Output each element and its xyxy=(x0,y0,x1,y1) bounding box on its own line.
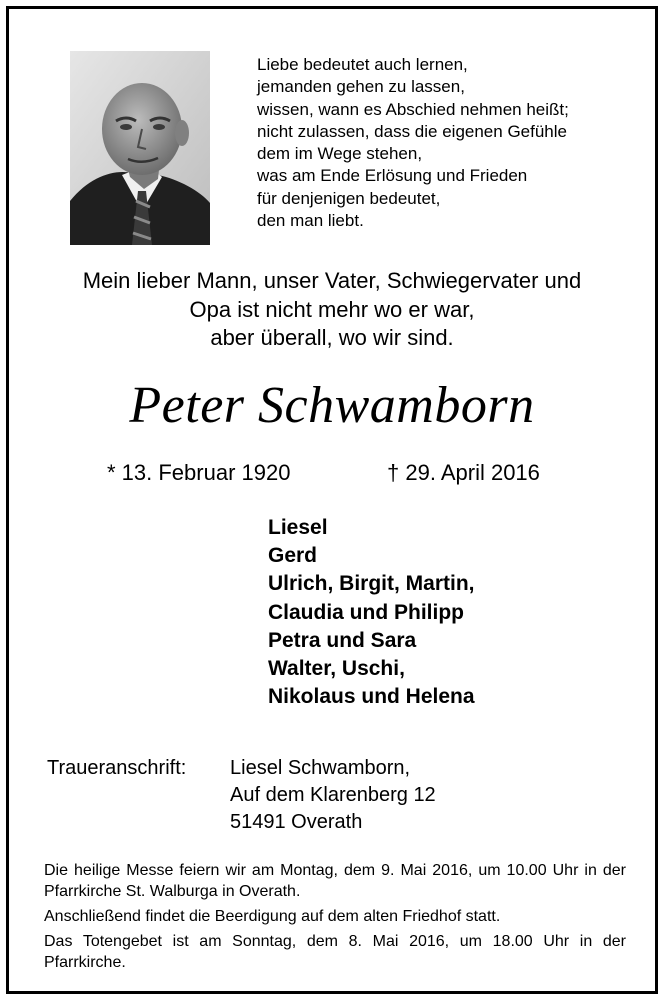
notice-paragraph: Anschließend findet die Beerdigung auf dem alten Friedhof statt. xyxy=(44,908,501,925)
portrait-photo xyxy=(70,51,210,245)
poem-line: den man liebt. xyxy=(257,211,364,231)
poem-line: wissen, wann es Abschied nehmen heißt; xyxy=(257,99,569,119)
mourning-address xyxy=(230,755,436,836)
deceased-name: Peter Schwamborn xyxy=(129,377,535,434)
intro-line: Opa ist nicht mehr wo er war, xyxy=(189,296,475,322)
poem-line: Liebe bedeutet auch lernen, xyxy=(257,55,468,74)
poem-line: für denjenigen bedeutet, xyxy=(257,188,441,208)
notice-paragraph: Das Totengebet ist am Sonntag, dem 8. Mai 2016, um 18.00 Uhr in der Pfarrkirche. xyxy=(44,933,626,971)
intro-line: Mein lieber Mann, unser Vater, Schwiegervater und xyxy=(82,268,582,293)
poem-line: was am Ende Erlösung und Frieden xyxy=(257,166,528,186)
poem-line: jemanden gehen zu lassen, xyxy=(257,77,465,97)
mourner-name: Ulrich, Birgit, Martin, xyxy=(268,572,475,596)
mourner-name: Petra und Sara xyxy=(268,628,417,652)
address-line: 51491 Overath xyxy=(230,811,363,833)
mourner-name: Nikolaus und Helena xyxy=(268,685,475,709)
poem xyxy=(257,54,569,232)
death-date: † 29. April 2016 xyxy=(387,460,540,485)
portrait-image xyxy=(70,51,210,245)
poem-line: dem im Wege stehen, xyxy=(257,144,423,164)
address-line: Liesel Schwamborn, xyxy=(230,757,411,779)
mourner-name: Gerd xyxy=(268,544,318,568)
mourner-name: Walter, Uschi, xyxy=(268,657,405,681)
intro-line: aber überall, wo wir sind. xyxy=(210,325,454,350)
poem-line: nicht zulassen, dass die eigenen Gefühle xyxy=(257,121,567,141)
mourner-name: Liesel xyxy=(268,516,328,539)
obituary-frame xyxy=(6,6,658,994)
notice-paragraph: Die heilige Messe feiern wir am Montag, dem 9. Mai 2016, um 10.00 Uhr in der Pfarrkirche St. Walburga in Overath. xyxy=(44,862,626,900)
address-label: Traueranschrift: xyxy=(47,757,187,779)
mourner-name: Claudia und Philipp xyxy=(268,600,464,624)
service-notices xyxy=(44,860,626,977)
mourners-list xyxy=(268,514,475,711)
birth-date: * 13. Februar 1920 xyxy=(107,460,291,485)
address-line: Auf dem Klarenberg 12 xyxy=(230,784,436,806)
intro-text xyxy=(9,267,655,353)
